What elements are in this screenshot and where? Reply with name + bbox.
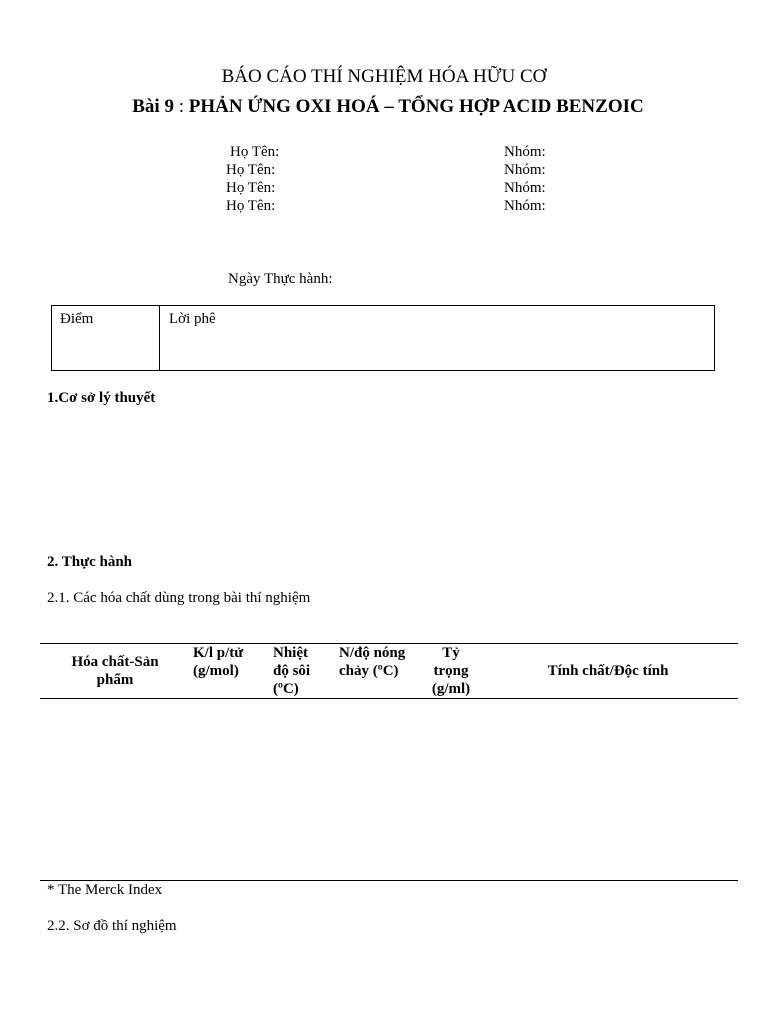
member-group-label: Nhóm: <box>504 180 546 196</box>
score-comment-box <box>51 305 715 371</box>
header-molar-mass-line: K/l p/tử <box>193 645 244 661</box>
header-melting-point-line: N/độ nóng <box>339 645 406 661</box>
header-density-line: (g/ml) <box>431 681 471 697</box>
member-group-label: Nhóm: <box>504 198 546 214</box>
header-boiling-point-line: (ºC) <box>273 681 299 697</box>
practice-date-label: Ngày Thực hành: <box>228 271 333 287</box>
header-melting-point <box>339 644 423 680</box>
comment-label: Lời phê <box>169 311 216 327</box>
header-properties-line: Tính chất/Độc tính <box>547 663 669 679</box>
member-group-label: Nhóm: <box>504 144 546 160</box>
member-name-label: Họ Tên: <box>230 144 280 160</box>
header-melting-point-line: chảy (ºC) <box>339 663 399 679</box>
member-name-label: Họ Tên: <box>226 198 276 214</box>
header-molar-mass <box>193 644 261 680</box>
header-chemical <box>55 653 175 689</box>
member-name-label: Họ Tên: <box>226 162 276 178</box>
table-header-rule <box>40 698 738 699</box>
header-molar-mass-line: (g/mol) <box>193 663 239 679</box>
header-chemical-line: phẩm <box>96 672 134 688</box>
section-theory-heading: 1.Cơ sở lý thuyết <box>47 390 156 406</box>
header-density-line: trọng <box>433 663 469 679</box>
table-bottom-rule <box>40 880 738 881</box>
member-name-label: Họ Tên: <box>226 180 276 196</box>
header-chemical-line: Hóa chất-Sản <box>71 654 159 670</box>
header-density <box>418 644 484 698</box>
header-density-line: Tỷ <box>442 645 460 661</box>
member-group-label: Nhóm: <box>504 162 546 178</box>
header-properties <box>498 662 718 680</box>
section-practice-heading: 2. Thực hành <box>47 554 133 570</box>
header-boiling-point <box>273 644 333 698</box>
lesson-number: Bài 9 <box>132 96 174 117</box>
score-label: Điểm <box>60 311 94 327</box>
header-boiling-point-line: độ sôi <box>273 663 311 679</box>
section-diagram-heading: 2.2. Sơ đồ thí nghiệm <box>47 918 177 934</box>
lesson-name: PHẢN ỨNG OXI HOÁ – TỔNG HỢP ACID BENZOIC <box>188 96 644 117</box>
section-chemicals-heading: 2.1. Các hóa chất dùng trong bài thí nghiệm <box>47 590 311 606</box>
header-boiling-point-line: Nhiệt <box>273 645 308 661</box>
report-title: BÁO CÁO THÍ NGHIỆM HÓA HỮU CƠ <box>221 66 547 87</box>
lesson-subtitle <box>0 96 768 118</box>
table-footnote: * The Merck Index <box>47 882 163 898</box>
score-box-divider <box>159 306 160 370</box>
subtitle-colon: : <box>173 96 189 117</box>
